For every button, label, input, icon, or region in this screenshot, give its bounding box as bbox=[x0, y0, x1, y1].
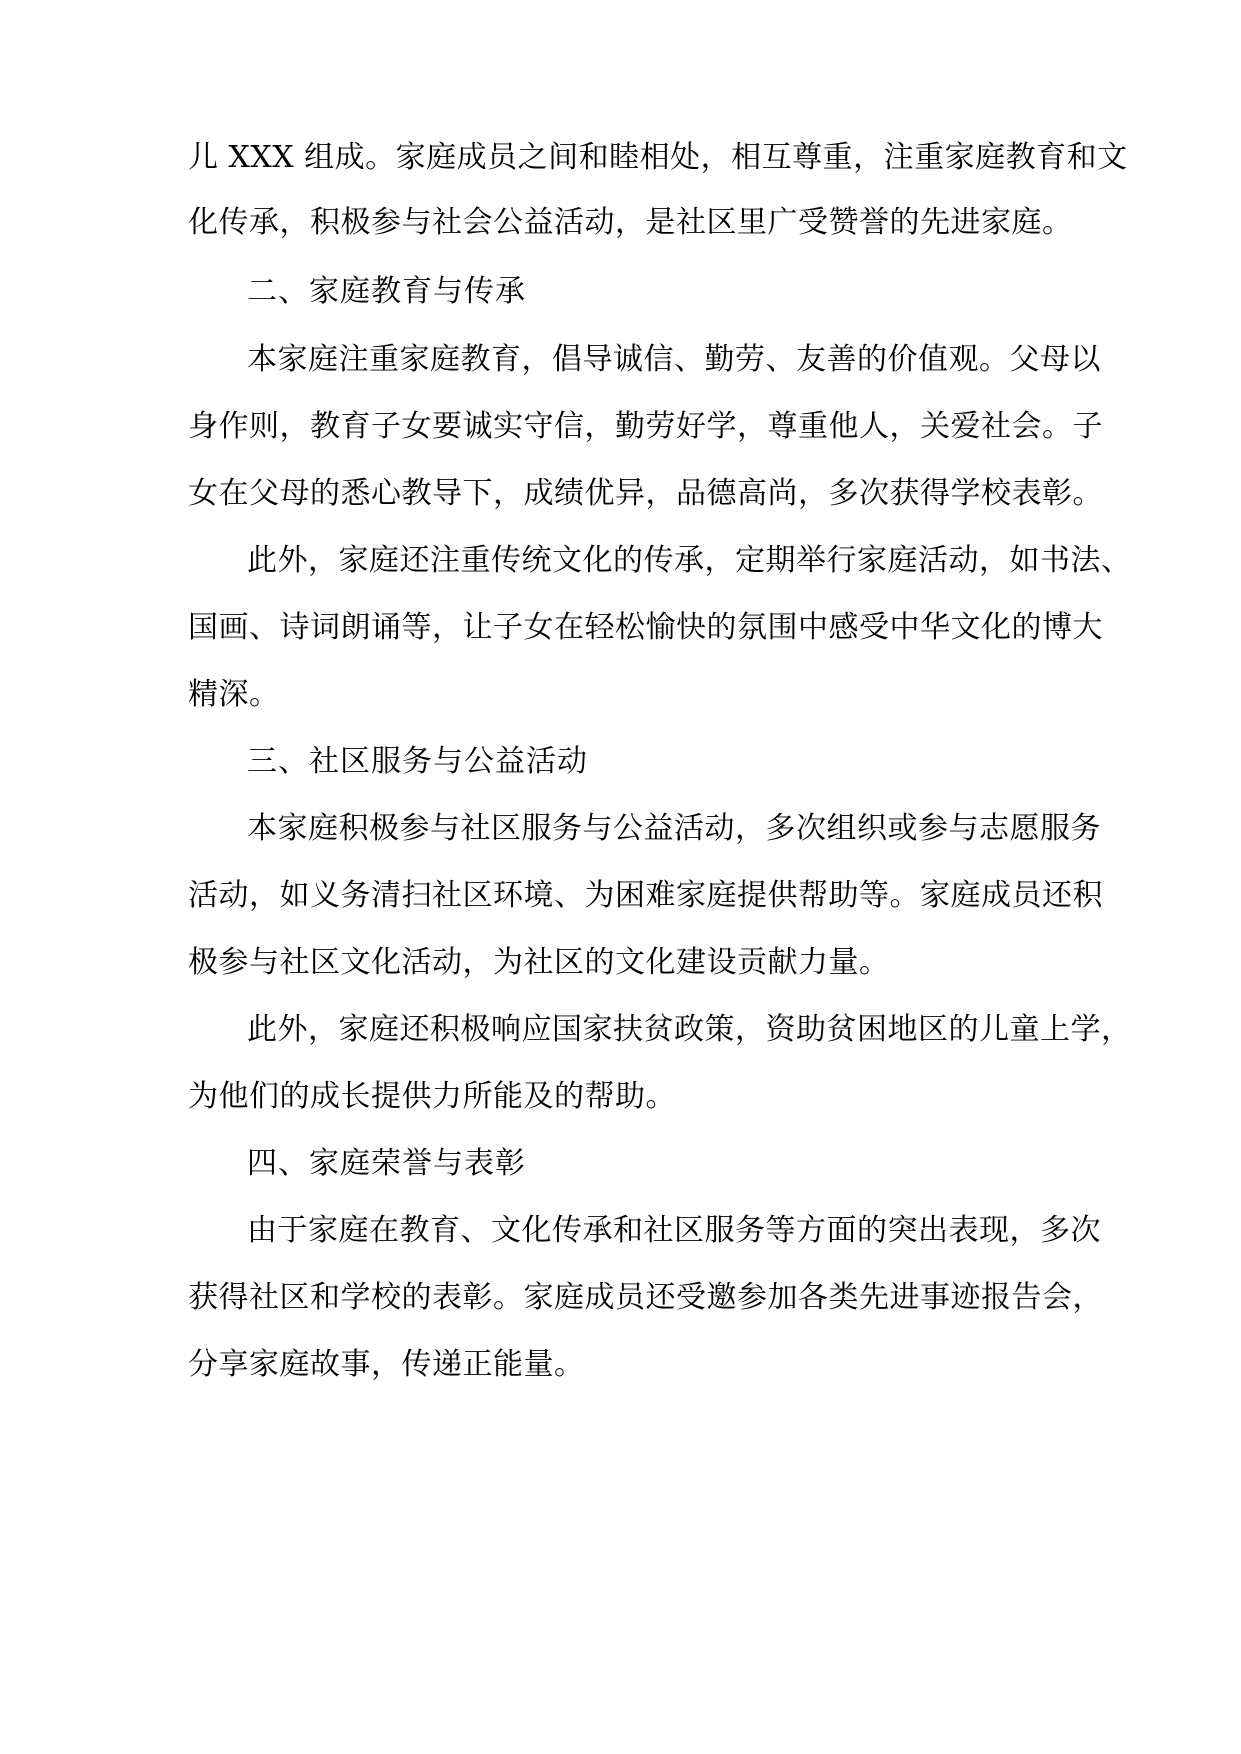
paragraph-line: 本家庭注重家庭教育，倡导诚信、勤劳、友善的价值观。父母以 bbox=[247, 342, 1101, 377]
paragraph-line: 女在父母的悉心教导下，成绩优异，品德高尚，多次获得学校表彰。 bbox=[188, 476, 1103, 511]
paragraph-line: 身作则，教育子女要诚实守信，勤劳好学，尊重他人，关爱社会。子 bbox=[188, 409, 1103, 444]
section-heading: 二、家庭教育与传承 bbox=[247, 274, 526, 309]
paragraph-line: 此外，家庭还注重传统文化的传承，定期举行家庭活动，如书法、 bbox=[247, 543, 1132, 578]
paragraph-line: 获得社区和学校的表彰。家庭成员还受邀参加各类先进事迹报告会， bbox=[188, 1280, 1103, 1315]
paragraph-line: 极参与社区文化活动，为社区的文化建设贡献力量。 bbox=[188, 945, 890, 980]
paragraph-line: 儿 XXX 组成。家庭成员之间和睦相处，相互尊重，注重家庭教育和文 bbox=[188, 140, 1128, 175]
section-heading: 三、社区服务与公益活动 bbox=[247, 744, 588, 779]
paragraph-line: 活动，如义务清扫社区环境、为困难家庭提供帮助等。家庭成员还积 bbox=[188, 878, 1103, 913]
paragraph-line: 本家庭积极参与社区服务与公益活动，多次组织或参与志愿服务 bbox=[247, 811, 1101, 846]
paragraph-line: 国画、诗词朗诵等，让子女在轻松愉快的氛围中感受中华文化的博大 bbox=[188, 610, 1103, 645]
paragraph-line: 此外，家庭还积极响应国家扶贫政策，资助贫困地区的儿童上学， bbox=[247, 1012, 1132, 1047]
paragraph-line: 为他们的成长提供力所能及的帮助。 bbox=[188, 1079, 676, 1114]
paragraph-line: 化传承，积极参与社会公益活动，是社区里广受赞誉的先进家庭。 bbox=[188, 205, 1073, 240]
paragraph-line: 精深。 bbox=[188, 677, 280, 712]
section-heading: 四、家庭荣誉与表彰 bbox=[247, 1146, 526, 1181]
paragraph-line: 分享家庭故事，传递正能量。 bbox=[188, 1347, 585, 1382]
paragraph-line: 由于家庭在教育、文化传承和社区服务等方面的突出表现，多次 bbox=[247, 1213, 1101, 1248]
